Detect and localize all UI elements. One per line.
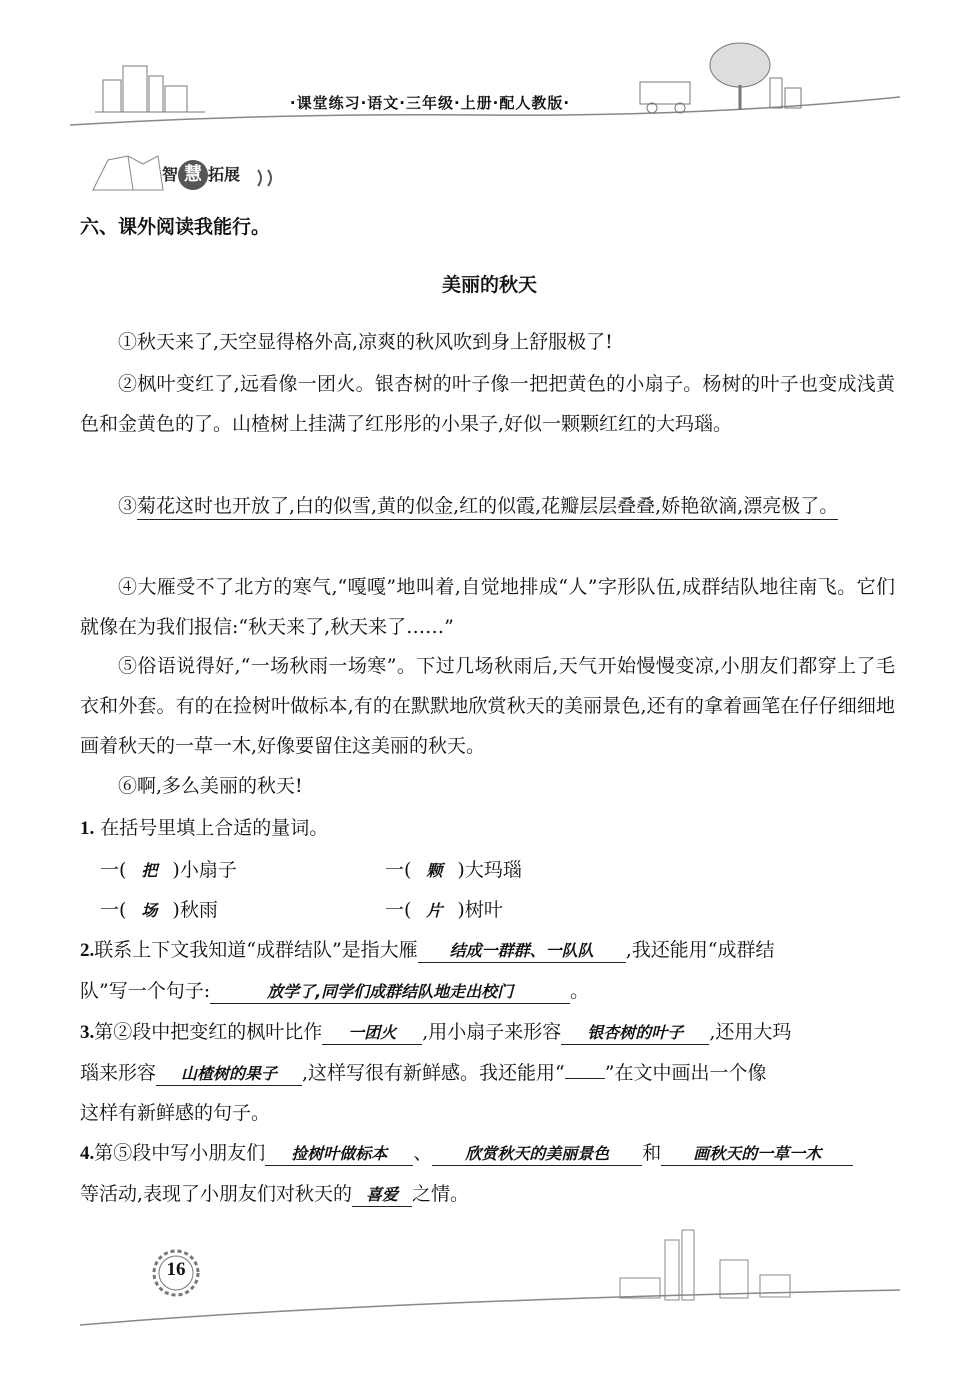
question-3 [80,1012,895,1133]
q1-item-2 [385,855,522,882]
article-title: 美丽的秋天 [441,274,537,296]
question-2 [80,930,895,1011]
question-3-number: 3. [80,1022,95,1043]
q3-text-4: 瑙来形容 [80,1062,157,1084]
paragraph-2: ②枫叶变红了,远看像一团火。银杏树的叶子像一把把黄色的小扇子。杨树的叶子也变成浅黄色和金黄色的了。山楂树上挂满了红彤彤的小果子,好似一颗颗红红的大玛瑙。 [80,373,895,435]
q3-text-1: 第②段中把变红的枫叶比作 [94,1021,323,1043]
q3-answer-2[interactable]: 银杏树的叶子 [561,1022,709,1045]
q4-answer-4[interactable]: 喜爱 [352,1184,412,1207]
q4-text-2: 、 [413,1142,433,1164]
badge-label [162,160,240,190]
q2-text-1: 联系上下文我知道“成群结队”是指大雁 [94,939,418,961]
badge-char1: 智 [162,165,179,184]
question-4 [80,1133,895,1214]
question-1-text: 在括号里填上合适的量词。 [100,817,329,839]
q3-text-2: ,用小扇子来形容 [422,1021,562,1043]
q2-answer-1[interactable]: 结成一群群、一队队 [418,940,626,963]
q3-text-7: 这样有新鲜感的句子。 [80,1102,271,1124]
q1-item-3-answer[interactable]: 场 [141,901,158,920]
q4-answer-2[interactable]: 欣赏秋天的美丽景色 [432,1143,642,1166]
q4-text-1: 第⑤段中写小朋友们 [94,1142,266,1164]
badge-char3: 拓展 [208,165,241,184]
q3-answer-1[interactable]: 一团火 [322,1022,422,1045]
q1-item-2-answer[interactable]: 颗 [426,861,443,880]
q2-text-3: 队”写一个句子: [80,980,211,1002]
q4-text-4: 等活动,表现了小朋友们对秋天的 [80,1183,353,1205]
q1-item-4-post: )树叶 [457,899,503,921]
paragraph-1: ①秋天来了,天空显得格外高,凉爽的秋风吹到身上舒服极了! [118,331,613,353]
q3-text-5: ,这样写很有新鲜感。我还能用“ [302,1062,565,1084]
footer-decoration [80,1220,900,1330]
question-1 [80,808,895,849]
q1-item-3 [100,895,218,922]
paragraph-4: ④大雁受不了北方的寒气,“嘎嘎”地叫着,自觉地排成“人”字形队伍,成群结队地往南飞。它们就像在为我们报信:“秋天来了,秋天来了……” [80,576,895,638]
badge-char2: 慧 [178,160,208,190]
q1-item-3-post: )秋雨 [172,899,218,921]
paragraph-3-underlined: 菊花这时也开放了,白的似雪,黄的似金,红的似霞,花瓣层层叠叠,娇艳欲滴,漂亮极了。 [137,495,838,520]
question-2-number: 2. [80,940,95,961]
tree-and-truck-icon [630,40,810,120]
header-title: ·课堂练习·语文·三年级·上册·配人教版· [289,94,571,112]
page-number: 16 [166,1259,186,1280]
q1-item-4 [385,895,503,922]
q1-item-1-post: )小扇子 [172,859,237,881]
city-skyline-left-icon [95,58,205,118]
paragraph-6: ⑥啊,多么美丽的秋天! [118,775,303,797]
q1-item-2-post: )大玛瑙 [457,859,522,881]
q4-answer-3[interactable]: 画秋天的一草一木 [661,1143,853,1166]
q1-item-4-answer[interactable]: 片 [426,901,443,920]
paragraph-3-prefix: ③ [118,495,138,517]
question-4-number: 4. [80,1143,95,1164]
q4-text-3: 和 [642,1142,662,1164]
q1-item-3-pre: 一( [100,899,127,921]
q2-text-2: ,我还能用“成群结 [625,939,775,961]
paragraph-5: ⑤俗语说得好,“一场秋雨一场寒”。下过几场秋雨后,天气开始慢慢变凉,小朋友们都穿上了毛衣和外套。有的在捡树叶做标本,有的在默默地欣赏秋天的美丽景色,还有的拿着画笔在仔仔细细地画着秋天的一草一木,好像要留住这美丽的秋天。 [80,655,895,757]
q3-answer-3[interactable]: 山楂树的果子 [156,1063,302,1086]
section-title: 六、课外阅读我能行。 [80,216,271,238]
q1-item-1 [100,855,237,882]
q2-text-4: 。 [570,980,590,1002]
q2-answer-2[interactable]: 放学了,同学们成群结队地走出校门 [210,981,570,1004]
q1-item-4-pre: 一( [385,899,412,921]
q1-item-2-pre: 一( [385,859,412,881]
paragraph-3 [80,486,895,526]
q1-item-1-answer[interactable]: 把 [141,861,158,880]
q3-text-3: ,还用大玛 [709,1021,792,1043]
q3-text-6: ”在文中画出一个像 [604,1062,767,1084]
q4-answer-1[interactable]: 捡树叶做标本 [265,1143,413,1166]
q3-blank-line [565,1060,605,1079]
q1-item-1-pre: 一( [100,859,127,881]
question-1-number: 1. [80,818,95,839]
q4-text-5: 之情。 [412,1183,470,1205]
